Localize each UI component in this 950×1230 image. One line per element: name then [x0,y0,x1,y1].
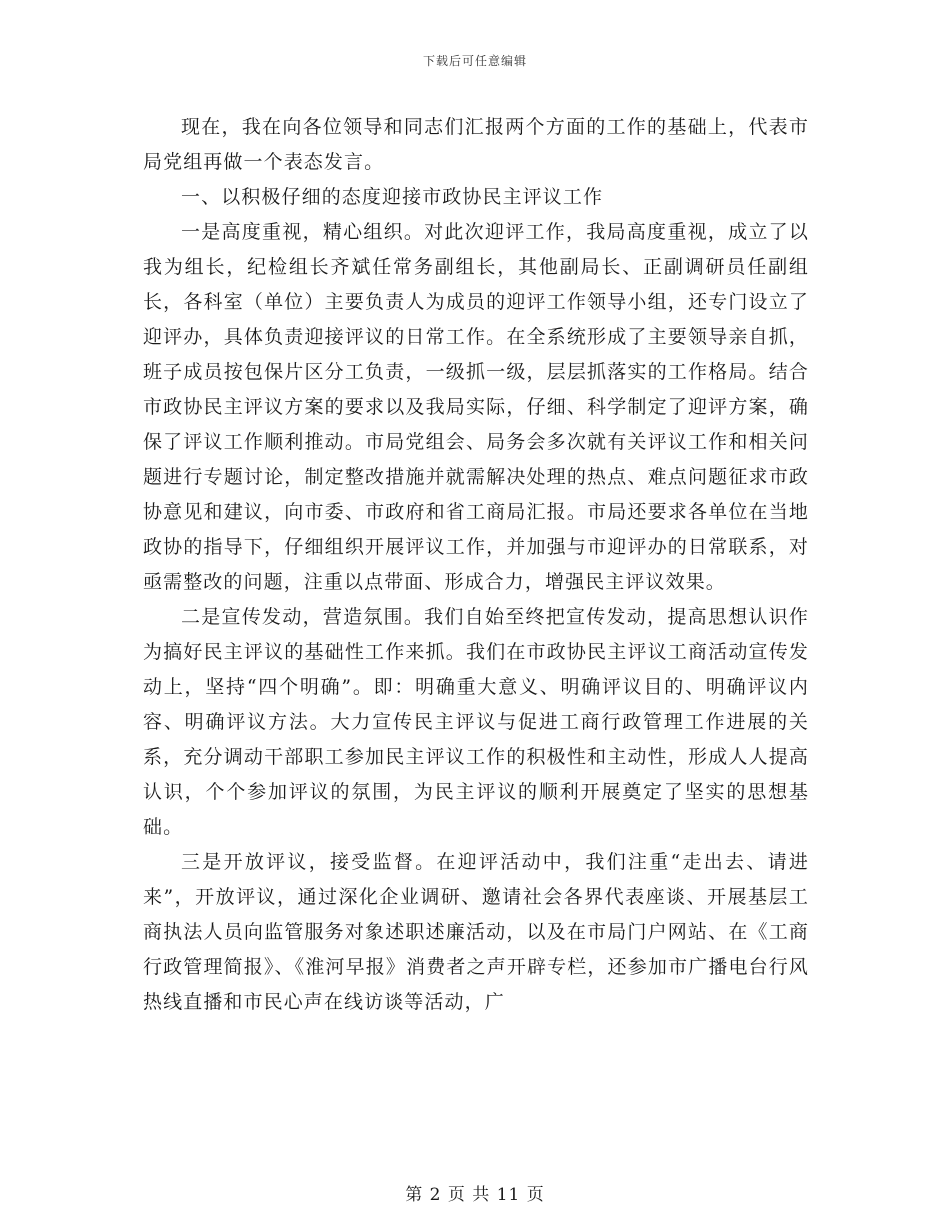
paragraph-intro: 现在，我在向各位领导和同志们汇报两个方面的工作的基础上，代表市局党组再做一个表态发言。 [143,116,809,173]
page-header-note: 下载后可任意编辑 [422,54,527,68]
section-heading: 一、以积极仔细的态度迎接市政协民主评议工作 [181,186,604,208]
paragraph-supervision: 三是开放评议，接受监督。在迎评活动中，我们注重“走出去、请进来”，开放评议，通过深化企业调研、邀请社会各界代表座谈、开展基层工商执法人员向监管服务对象述职述廉活动，以及在市局门户网站、在《工商行政管理简报》、《淮河早报》消费者之声开辟专栏，还参加市广播电台行风热线直播和市民心声在线访谈等活动，广 [143,851,809,1013]
page-number: 第 2 页 共 11 页 [405,1185,545,1205]
document-body [143,110,809,1020]
paragraph-organization: 一是高度重视，精心组织。对此次迎评工作，我局高度重视，成立了以我为组长，纪检组长齐斌任常务副组长，其他副局长、正副调研员任副组长，各科室（单位）主要负责人为成员的迎评工作领导小组，还专门设立了迎评办，具体负责迎接评议的日常工作。在全系统形成了主要领导亲自抓，班子成员按包保片区分工负责，一级抓一级，层层抓落实的工作格局。结合市政协民主评议方案的要求以及我局实际，仔细、科学制定了迎评方案，确保了评议工作顺利推动。市局党组会、局务会多次就有关评议工作和相关问题进行专题讨论，制定整改措施并就需解决处理的热点、难点问题征求市政协意见和建议，向市委、市政府和省工商局汇报。市局还要求各单位在当地政协的指导下，仔细组织开展评议工作，并加强与市迎评办的日常联系，对亟需整改的问题，注重以点带面、形成合力，增强民主评议效果。 [143,221,809,593]
paragraph-publicity: 二是宣传发动，营造氛围。我们自始至终把宣传发动，提高思想认识作为搞好民主评议的基础性工作来抓。我们在市政协民主评议工商活动宣传发动上，坚持“四个明确”。即：明确重大意义、明确评议目的、明确评议内容、明确评议方法。大力宣传民主评议与促进工商行政管理工作进展的关系，充分调动干部职工参加民主评议工作的积极性和主动性，形成人人提高认识，个个参加评议的氛围，为民主评议的顺利开展奠定了坚实的思想基础。 [143,606,809,838]
